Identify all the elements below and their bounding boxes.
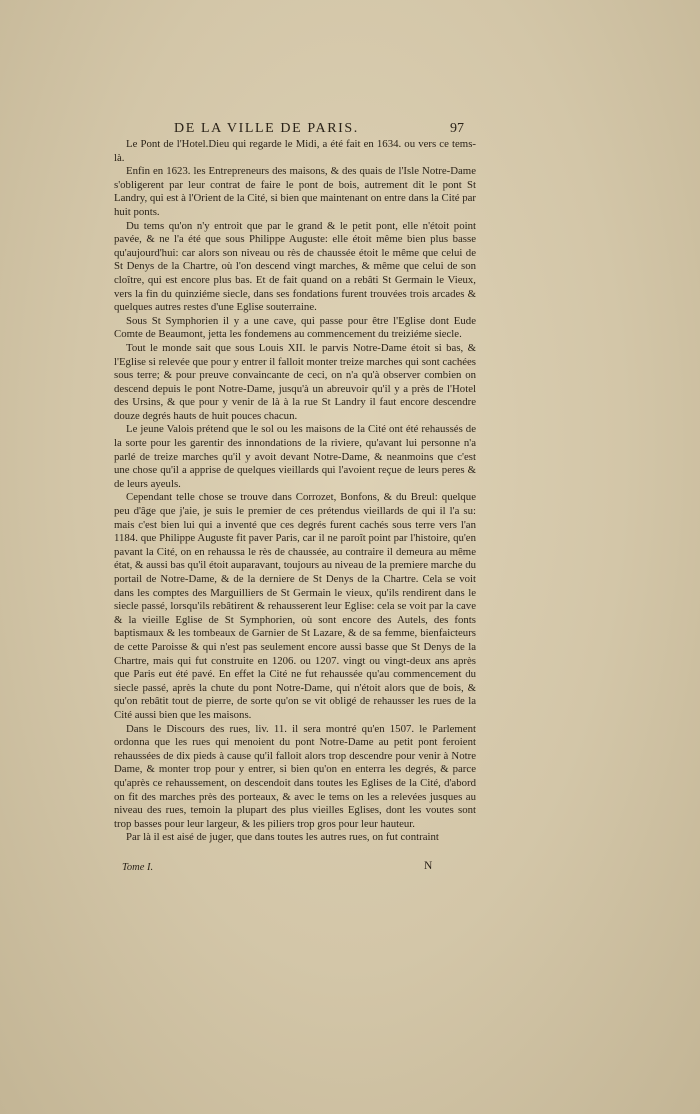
paragraph: Tout le monde sait que sous Louis XII. le parvis Notre-Dame étoit si bas, & l'Eglise si relevée que pour y entrer il falloit monter treize marches qui sont cachées sous terre; & pour preuve convaincante de ceci, on n'a qu'à observer combien on descend depuis le pont Notre-Dame, jusqu'à un abreuvoir qu'il y a près de l'Hotel des Ursins, & que pour y venir de là à la rue St Landry il faut encore descendre douze degrés hauts de huit pouces chacun. (114, 341, 476, 422)
paragraph: Dans le Discours des rues, liv. 11. il sera montré qu'en 1507. le Parlement ordonna que les rues qui menoient du pont Notre-Dame au petit pont feroient rehaussées de dix pieds à cause qu'il falloit alors trop descendre pour venir à Notre Dame, & monter trop pour y entrer, si bien qu'on en enterra les degrés, & parce qu'après ce rehaussement, on descendoit dans toutes les Eglises de la Cité, d'abord on fit des marches près des porteaux, & avec le tems on les a relevées jusques au niveau des rues, temoin la plupart des plus vieilles Eglises, dont les voutes sont trop basses pour leur largeur, & les piliers trop gros pour leur hauteur. (114, 722, 476, 830)
paragraph: Sous St Symphorien il y a une cave, qui passe pour être l'Eglise dont Eude Comte de Beaumont, jetta les fondemens au commencement du treiziéme siecle. (114, 314, 476, 341)
body-text (114, 138, 476, 845)
page-header (110, 121, 464, 139)
volume-label: Tome I. (122, 862, 154, 873)
paragraph: Le Pont de l'Hotel.Dieu qui regarde le Midi, a été fait en 1634. ou vers ce tems-là. (114, 138, 476, 164)
paragraph: Cependant telle chose se trouve dans Corrozet, Bonfons, & du Breul: quelque peu d'âge que j'aie, je suis le premier de ces prétendus vieillards de qui il l'a su: mais c'est bien lui qui a inventé que ces degrés furent cachés sous terre vers l'an 1184. que Philippe Auguste fit paver Paris, car il ne paroît point par l'histoire, qu'en pavant la Cité, on en rehaussa le rès de chaussée, au contraire il demeura au même état, & aussi bas qu'il étoit auparavant, toujours au niveau de la premiere marche du portail de Notre-Dame, & de la derniere de St Denys de la Chartre. Cela se voit dans les comptes des Marguilliers de St Germain le vieux, qu'ils rendirent dans le siecle passé, lorsqu'ils rebâtirent & rehausserent leur Eglise: cela se voit par la cave & la vieille Eglise de St Symphorien, où sont encore des Autels, des fonts baptismaux & les tombeaux de Garnier de St Lazare, & de sa femme, bienfaicteurs de cette Paroisse & qui n'est pas seulement encore aussi basse que St Denys de la Chartre, mais qui fut construite en 1206. ou 1207. vingt ou vingt-deux ans après que Paris eut été pavé. En effet la Cité ne fut rehaussée qu'au commencement du siecle passé, après la chute du pont Notre-Dame, qui n'étoit alors que de bois, & qu'on rebâtit tout de pierre, de sorte qu'on se vit obligé de rehausser les rues de la Cité aussi bien que les maisons. (114, 491, 476, 721)
paragraph: Par là il est aisé de juger, que dans toutes les autres rues, on fut contraint (126, 831, 439, 844)
page-number: 97 (450, 121, 464, 136)
page-footer (122, 862, 442, 876)
paragraph: Du tems qu'on n'y entroit que par le grand & le petit pont, elle n'étoit point pavée, & ne l'a été que sous Philippe Auguste: elle étoit même bien plus basse qu'aujourd'hui: car alors son niveau ou rès de chaussée étoit le même que celui de St Denys de la Chartre, où l'on descend vingt marches, & même que celui de son cloître, qui est encore plus bas. Et de fait quand on a rebâti St Germain le Vieux, vers la fin du quinziéme siecle, dans ses fondations furent trouvées trois arcades & quelques autres restes d'une Eglise souterraine. (114, 219, 476, 314)
running-title: DE LA VILLE DE PARIS. (174, 121, 359, 136)
paragraph: Le jeune Valois prétend que le sol ou les maisons de la Cité ont été rehaussés de la sorte pour les garentir des innondations de la riviere, qu'avant lui personne n'a parlé de treize marches qu'il y avoit devant Notre-Dame, & neanmoins que c'est une chose qu'il a apprise de quelques vieillards qui l'avoient reçue de leurs peres & de leurs ayeuls. (114, 423, 476, 490)
paragraph: Enfin en 1623. les Entrepreneurs des maisons, & des quais de l'Isle Notre-Dame s'obligerent par leur contrat de faire le pont de bois, autrement dit le pont St Landry, qui est à l'Orient de la Cité, si bien que maintenant on entre dans la Cité par huit ponts. (114, 165, 476, 218)
signature-mark: N (424, 860, 433, 872)
